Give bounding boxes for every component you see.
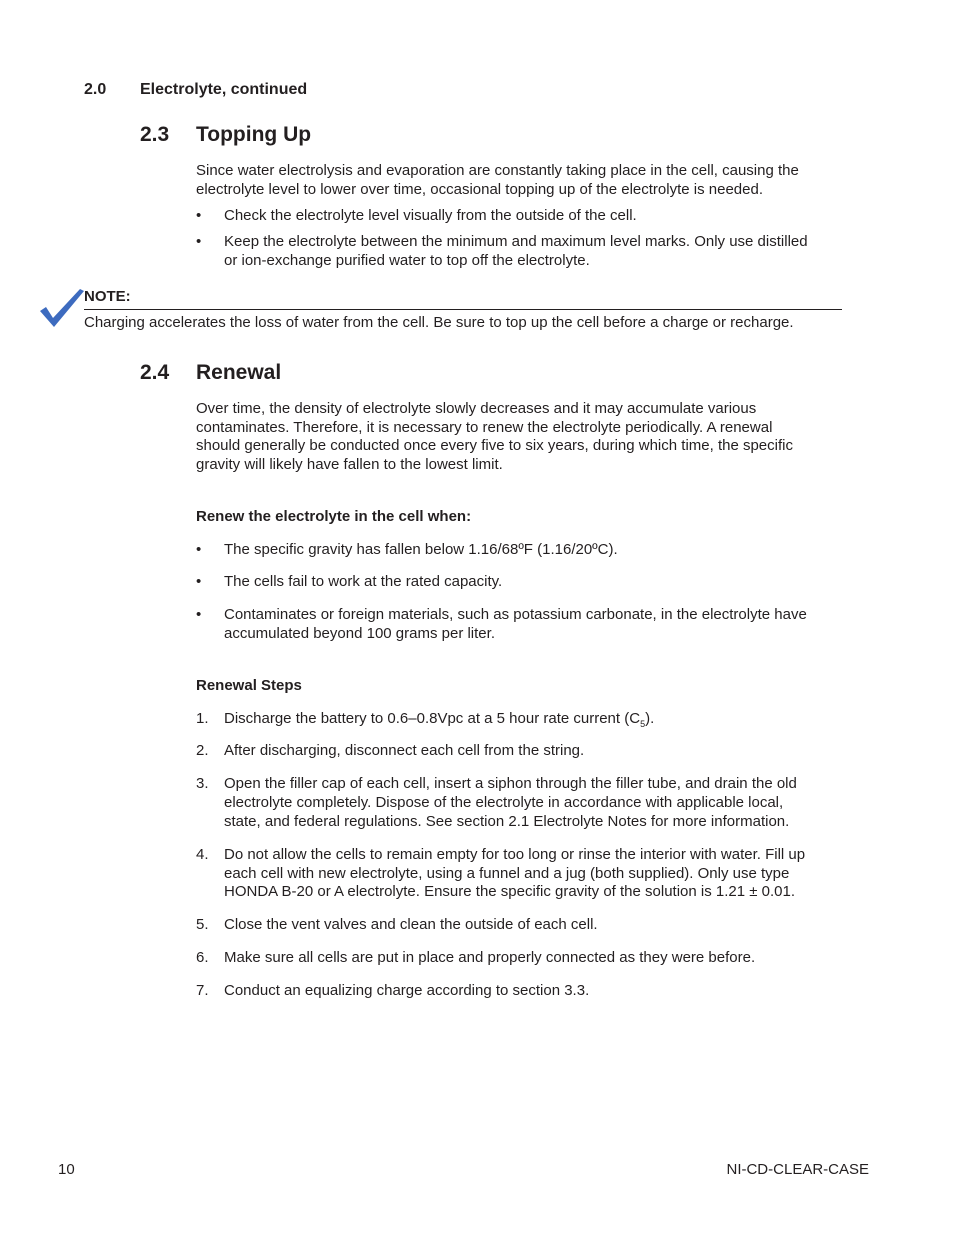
step-number: 3. — [196, 775, 209, 792]
step-text: Conduct an equalizing charge according to section 3.3. — [224, 982, 590, 999]
section-number: 2.3 — [140, 123, 170, 146]
subheading: Renew the electrolyte in the cell when: — [196, 508, 472, 525]
bullet-marker: • — [196, 573, 202, 590]
bullet-text: Keep the electrolyte between the minimum and maximum level marks. Only use distilled — [224, 233, 808, 250]
paragraph-line: should generally be conducted once every five to six years, during which time, the specific — [196, 437, 793, 454]
bullet-marker: • — [196, 606, 202, 623]
step-number: 5. — [196, 916, 209, 933]
paragraph-line: electrolyte level to lower over time, occasional topping up of the electrolyte is needed. — [196, 181, 763, 198]
step-number: 1. — [196, 710, 209, 727]
subheading: Renewal Steps — [196, 677, 302, 694]
step-text: state, and federal regulations. See section 2.1 Electrolyte Notes for more information. — [224, 813, 790, 830]
step-number: 7. — [196, 982, 209, 999]
section-title: Topping Up — [196, 123, 312, 146]
step-text: Do not allow the cells to remain empty for too long or rinse the interior with water. Fill up — [224, 846, 806, 863]
chapter-number: 2.0 — [84, 81, 107, 98]
paragraph-line: Since water electrolysis and evaporation are constantly taking place in the cell, causing the — [196, 162, 799, 179]
step-number: 6. — [196, 949, 209, 966]
step-text: After discharging, disconnect each cell from the string. — [224, 742, 585, 759]
step-text: Discharge the battery to 0.6–0.8Vpc at a 5 hour rate current $(C_5)$. — [224, 710, 655, 729]
page-number: 10 — [58, 1161, 75, 1178]
bullet-text: accumulated beyond 100 grams per liter. — [224, 625, 495, 642]
step-number: 2. — [196, 742, 209, 759]
bullet-text: Check the electrolyte level visually from the outside of the cell. — [224, 207, 637, 224]
step-text: Open the filler cap of each cell, insert a siphon through the filler tube, and drain the old — [224, 775, 797, 792]
note-text: Charging accelerates the loss of water from the cell. Be sure to top up the cell before a charge or recharge. — [84, 314, 794, 331]
section-title: Renewal — [196, 361, 282, 384]
paragraph-line: contaminates. Therefore, it is necessary to renew the electrolyte periodically. A renewal — [196, 419, 773, 436]
note-divider — [84, 309, 842, 310]
section-number: 2.4 — [140, 361, 170, 384]
paragraph-line: gravity will likely have fallen to the lowest limit. — [196, 456, 503, 473]
bullet-text: The specific gravity has fallen below 1.16/68ºF (1.16/20ºC). — [224, 541, 618, 558]
step-text: electrolyte completely. Dispose of the electrolyte in accordance with applicable local, — [224, 794, 784, 811]
bullet-marker: • — [196, 541, 202, 558]
step-number: 4. — [196, 846, 209, 863]
bullet-text: Contaminates or foreign materials, such as potassium carbonate, in the electrolyte have — [224, 606, 807, 623]
step-text: Make sure all cells are put in place and properly connected as they were before. — [224, 949, 756, 966]
chapter-title: Electrolyte, continued — [140, 81, 308, 98]
bullet-text: The cells fail to work at the rated capacity. — [224, 573, 503, 590]
document-id: NI-CD-CLEAR-CASE — [726, 1161, 869, 1178]
step-text: Close the vent valves and clean the outside of each cell. — [224, 916, 598, 933]
step-text: each cell with new electrolyte, using a funnel and a jug (both supplied). Only use type — [224, 865, 790, 882]
paragraph-line: Over time, the density of electrolyte slowly decreases and it may accumulate various — [196, 400, 757, 417]
checkmark-icon — [38, 287, 86, 329]
step-text: HONDA B-20 or A electrolyte. Ensure the specific gravity of the solution is 1.21 ± 0.01. — [224, 883, 796, 900]
bullet-text: or ion-exchange purified water to top off the electrolyte. — [224, 252, 590, 269]
note-label: NOTE: — [84, 288, 131, 305]
bullet-marker: • — [196, 207, 202, 224]
bullet-marker: • — [196, 233, 202, 250]
